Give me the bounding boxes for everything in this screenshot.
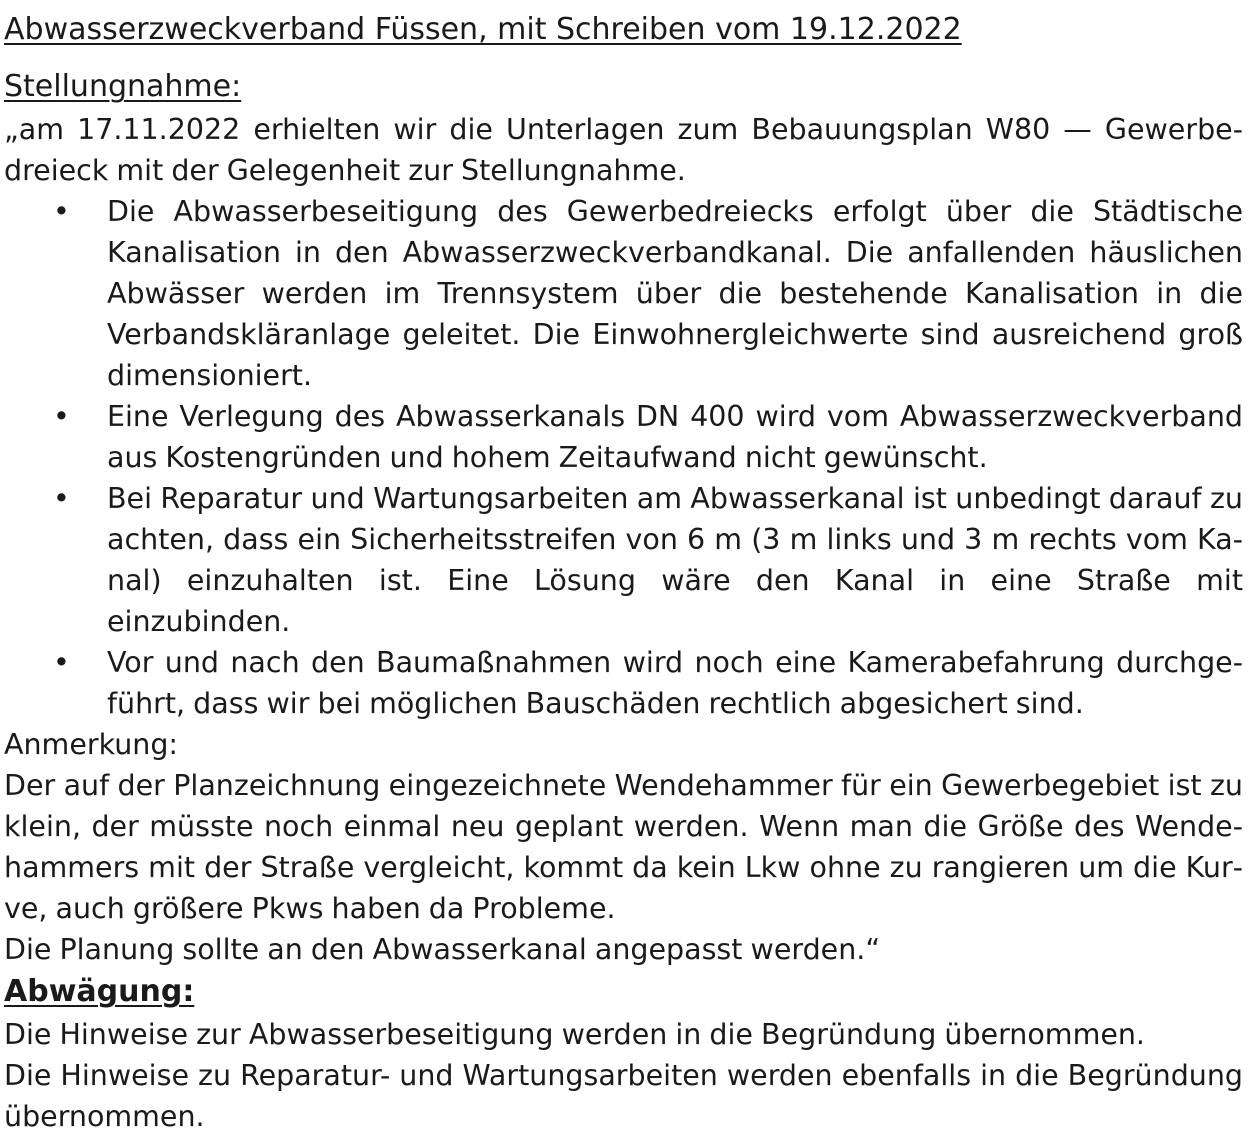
list-item — [53, 478, 1243, 642]
statement-intro: „am 17.11.2022 erhielten wir die Unterlagen zum Bebauungsplan W80 — Gewerbedreieck mit der Gelegenheit zur Stellungnahme. — [4, 113, 1243, 187]
list-item-text: Eine Verlegung des Abwasserkanals DN 400 wird vom Abwasserzweckverband aus Kostengründen und hohem Zeitaufwand nicht gewünscht. — [107, 400, 1243, 474]
bullet-glyph: • — [53, 195, 70, 228]
list-item — [53, 191, 1243, 396]
list-item — [53, 396, 1243, 478]
list-item-text: Vor und nach den Baumaßnahmen wird noch eine Kamerabefahrung durchgeführt, dass wir bei möglichen Bauschäden rechtlich abgesichert sind. — [107, 646, 1243, 720]
bullet-glyph: • — [53, 646, 70, 679]
assessment-paragraph: Die Hinweise zu Reparatur- und Wartungsarbeiten werden ebenfalls in die Begründung übernommen. — [4, 1059, 1243, 1133]
statement-bullet-list — [4, 191, 1243, 724]
statement-heading: Stellungnahme: — [4, 69, 242, 104]
statement-closing: Die Planung sollte an den Abwasserkanal angepasst werden.“ — [4, 933, 881, 966]
list-item — [53, 642, 1243, 724]
note-label: Anmerkung: — [4, 728, 179, 761]
document-title: Abwasserzweckverband Füssen, mit Schreiben vom 19.12.2022 — [4, 12, 962, 47]
assessment-paragraph: Die Hinweise zur Abwasserbeseitigung werden in die Begründung übernommen. — [4, 1018, 1145, 1051]
note-text: Der auf der Planzeichnung eingezeichnete Wendehammer für ein Gewerbegebiet ist zu klein, der müsste noch einmal neu geplant werden. Wenn man die Größe des Wendehammers mit der Straße vergleicht, kommt da kein Lkw ohne zu rangieren um die Kurve, auch größere Pkws haben da Probleme. — [4, 769, 1243, 925]
bullet-glyph: • — [53, 482, 70, 515]
list-item-text: Die Abwasserbeseitigung des Gewerbedreiecks erfolgt über die Städtische Kanalisation in den Abwasserzweckverbandkanal. Die anfallenden häuslichen Abwässer werden im Trennsystem über die bestehende Kanalisation in die Verbandskläranlage geleitet. Die Einwohnergleichwerte sind ausreichend groß dimensioniert. — [107, 195, 1243, 392]
list-item-text: Bei Reparatur und Wartungsarbeiten am Abwasserkanal ist unbedingt darauf zu achten, dass ein Sicherheitsstreifen von 6 m (3 m links und 3 m rechts vom Kanal) einzuhalten ist. Eine Lösung wäre den Kanal in eine Straße mit einzubinden. — [107, 482, 1243, 638]
bullet-glyph: • — [53, 400, 70, 433]
assessment-heading: Abwägung: — [4, 974, 195, 1009]
